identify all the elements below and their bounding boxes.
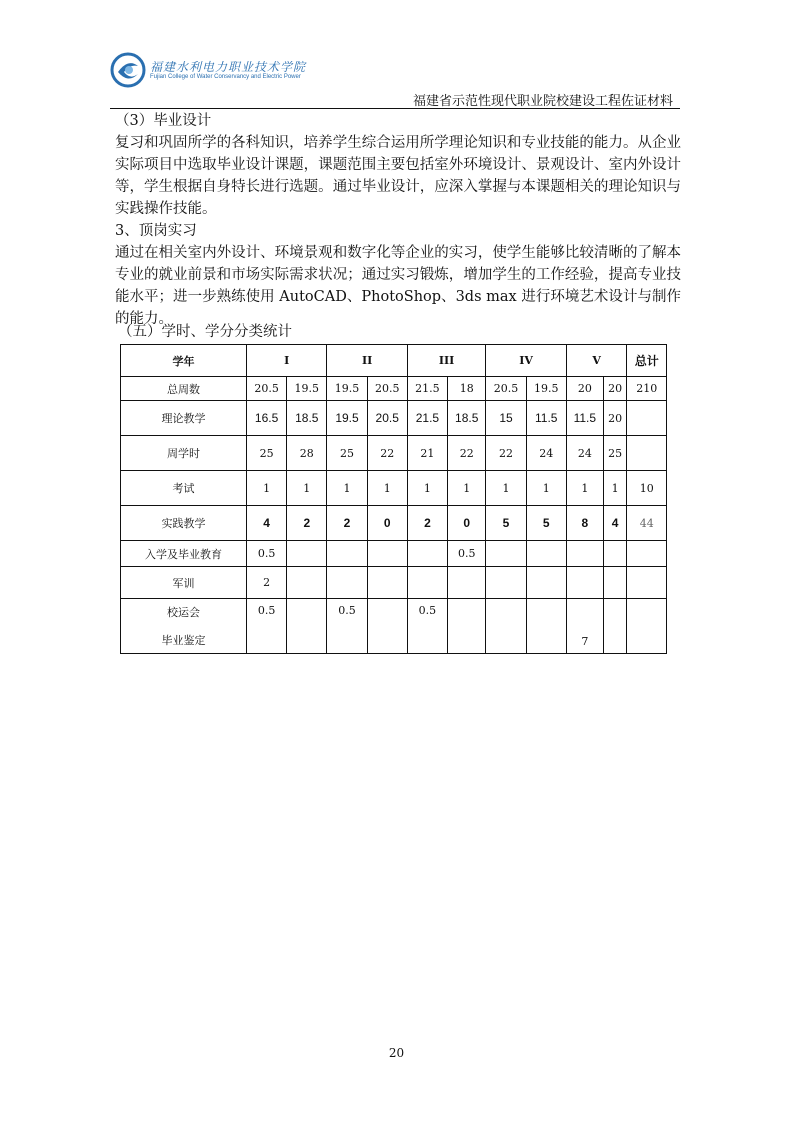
table-cell: 20.5: [367, 401, 407, 436]
table-cell-total: 210: [627, 377, 667, 401]
table-cell: 5: [486, 506, 526, 541]
table-cell: 0: [367, 506, 407, 541]
table-cell: 1: [603, 471, 627, 506]
header-cell-year-1: I: [247, 345, 327, 377]
header-cell-year-5: V: [566, 345, 627, 377]
table-cell: 1: [526, 471, 566, 506]
table-cell: 24: [526, 436, 566, 471]
table-cell: 22: [486, 436, 526, 471]
table-cell: [247, 599, 287, 654]
table-cell: [603, 567, 627, 599]
row-label: 军训: [121, 567, 247, 599]
table-cell: 1: [407, 471, 447, 506]
table-cell: [407, 541, 447, 567]
table-cell: 1: [287, 471, 327, 506]
table-cell: 1: [247, 471, 287, 506]
table-cell: 24: [566, 436, 603, 471]
table-header-row: [121, 345, 667, 377]
table-caption: （五）学时、学分分类统计: [118, 324, 292, 340]
table-cell: [526, 541, 566, 567]
header-divider: [110, 108, 680, 109]
table-cell: 11.5: [566, 401, 603, 436]
table-cell: [603, 541, 627, 567]
table-cell: 20.5: [247, 377, 287, 401]
section-graduation-design-title: （3）毕业设计: [115, 113, 212, 129]
table-row-weeks: [121, 377, 667, 401]
row-label: 入学及毕业教育: [121, 541, 247, 567]
table-cell: 1: [367, 471, 407, 506]
body-content: [115, 110, 681, 330]
table-cell: 20: [603, 401, 627, 436]
row-label-stack: [121, 599, 247, 654]
table-cell-total: [627, 567, 667, 599]
table-cell: [566, 541, 603, 567]
college-emblem-icon: [110, 52, 146, 88]
cell-sports: 0.5: [257, 604, 276, 617]
table-cell: 18: [448, 377, 486, 401]
table-cell-total: 44: [627, 506, 667, 541]
table-cell: 2: [247, 567, 287, 599]
table-cell: [327, 541, 367, 567]
table-cell-total: [627, 599, 667, 654]
row-label: 考试: [121, 471, 247, 506]
table-cell: [603, 599, 627, 654]
table-cell: [327, 599, 367, 654]
table-row-sports-graduation-review: [121, 599, 667, 654]
table-row-military-training: [121, 567, 667, 599]
table-cell: [367, 599, 407, 654]
table-cell: 15: [486, 401, 526, 436]
table-cell: 1: [566, 471, 603, 506]
table-row-enrollment-graduation: [121, 541, 667, 567]
table-cell: [526, 599, 566, 654]
table-cell: 22: [367, 436, 407, 471]
row-label: 周学时: [121, 436, 247, 471]
table-cell: 21.5: [407, 401, 447, 436]
table-cell: 20: [566, 377, 603, 401]
table-cell: 0.5: [448, 541, 486, 567]
header-cell-year-4: IV: [486, 345, 566, 377]
table-cell: 18.5: [287, 401, 327, 436]
table-cell: 11.5: [526, 401, 566, 436]
table-cell: [566, 599, 603, 654]
row-label-sports-meet: 校运会: [167, 606, 200, 619]
table-cell: [287, 599, 327, 654]
logo-english-name: Fujian College of Water Conservancy and Electric Power: [150, 74, 301, 80]
table-cell: 19.5: [287, 377, 327, 401]
table-cell: 1: [486, 471, 526, 506]
table-cell: [287, 567, 327, 599]
table-cell: [287, 541, 327, 567]
table-cell: 28: [287, 436, 327, 471]
table-cell: 4: [247, 506, 287, 541]
row-label-graduation-review: 毕业鉴定: [161, 634, 206, 647]
table-cell: 18.5: [448, 401, 486, 436]
table-cell: 16.5: [247, 401, 287, 436]
table-cell: 21.5: [407, 377, 447, 401]
table-cell: 19.5: [327, 377, 367, 401]
header-cell-total: 总计: [627, 345, 667, 377]
table-cell: 20.5: [486, 377, 526, 401]
table-cell: 0.5: [247, 541, 287, 567]
table-cell: 2: [407, 506, 447, 541]
table-cell: 0: [448, 506, 486, 541]
table-cell-total: [627, 541, 667, 567]
college-logo: [110, 52, 307, 92]
table-cell-total: 10: [627, 471, 667, 506]
table-cell: 1: [448, 471, 486, 506]
table-row-theory: [121, 401, 667, 436]
table-cell: [327, 567, 367, 599]
table-cell: 25: [247, 436, 287, 471]
row-label: 实践教学: [121, 506, 247, 541]
cell-grad: 7: [581, 635, 589, 648]
table-cell: [448, 567, 486, 599]
table-row-weekly-hours: [121, 436, 667, 471]
table-cell: [448, 599, 486, 654]
cell-sports: 0.5: [338, 604, 356, 617]
table-cell: 8: [566, 506, 603, 541]
table-cell: 22: [448, 436, 486, 471]
table-cell: [367, 567, 407, 599]
table-cell: 20: [603, 377, 627, 401]
section-graduation-design-text: 复习和巩固所学的各科知识，培养学生综合运用所学理论知识和专业技能的能力。从企业实际项目中选取毕业设计课题，课题范围主要包括室外环境设计、景观设计、室内外设计等，学生根据自身特长进行选题。通过毕业设计，应深入掌握与本课题相关的理论知识与实践操作技能。: [115, 135, 681, 217]
header-cell-year: 学年: [121, 345, 247, 377]
table-cell: 19.5: [526, 377, 566, 401]
table-cell: [407, 599, 447, 654]
logo-chinese-name: 福建水利电力职业技术学院: [150, 60, 307, 74]
cell-sports: 0.5: [418, 604, 437, 617]
header-title: 福建省示范性现代职业院校建设工程佐证材料: [412, 94, 673, 109]
table-cell: 21: [407, 436, 447, 471]
table-cell: 4: [603, 506, 627, 541]
table-row-practice: [121, 506, 667, 541]
section-internship-text: 通过在相关室内外设计、环境景观和数字化等企业的实习，使学生能够比较清晰的了解本专业的就业前景和市场实际需求状况；通过实习锻炼，增加学生的工作经验，提高专业技能水平；进一步熟练使用 AutoCAD、PhotoShop、3ds max 进行环境艺术设计与制作的能力。: [115, 245, 681, 327]
table-row-exams: [121, 471, 667, 506]
table-cell: [486, 599, 526, 654]
table-cell: [367, 541, 407, 567]
table-cell: 2: [287, 506, 327, 541]
table-cell-total: [627, 401, 667, 436]
table-cell: 5: [526, 506, 566, 541]
table-cell: [566, 567, 603, 599]
table-cell: [407, 567, 447, 599]
table-cell: 1: [327, 471, 367, 506]
row-label: 理论教学: [121, 401, 247, 436]
section-internship-title: 3、顶岗实习: [115, 223, 197, 239]
page-number: 20: [388, 1046, 405, 1060]
row-label: 总周数: [121, 377, 247, 401]
table-cell: 25: [327, 436, 367, 471]
table-cell: [486, 567, 526, 599]
table-cell: [486, 541, 526, 567]
table-cell: 20.5: [367, 377, 407, 401]
hours-credits-table: [120, 344, 667, 654]
table-cell-total: [627, 436, 667, 471]
header-cell-year-2: II: [327, 345, 407, 377]
table-cell: 2: [327, 506, 367, 541]
table-cell: [526, 567, 566, 599]
header-cell-year-3: III: [407, 345, 486, 377]
table-cell: 19.5: [327, 401, 367, 436]
table-cell: 25: [603, 436, 627, 471]
